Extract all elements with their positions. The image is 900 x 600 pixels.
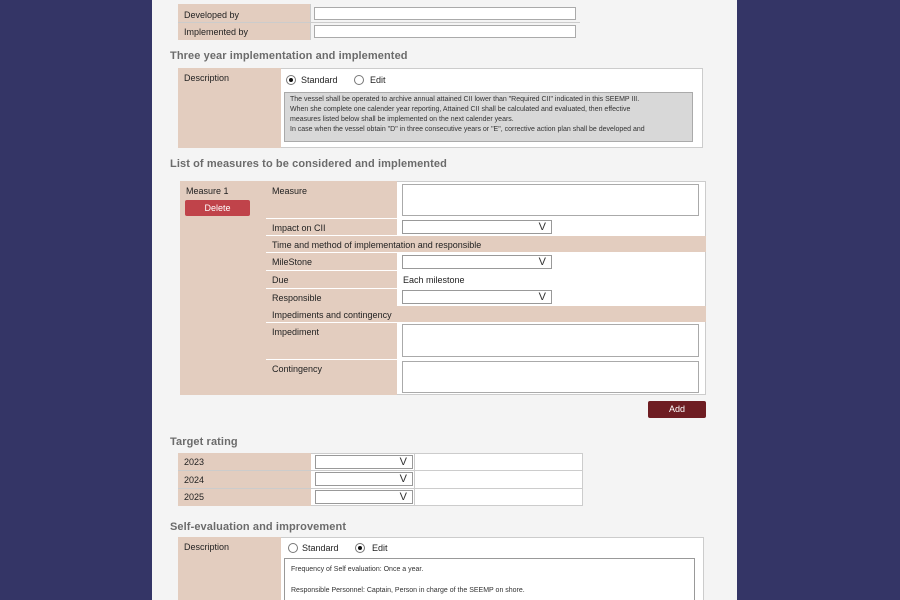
developed-by-input[interactable] [314, 7, 576, 20]
self-eval-title: Self-evaluation and improvement [170, 521, 347, 533]
responsible-label: Responsible [272, 293, 322, 303]
chevron-down-icon: V [399, 491, 407, 503]
divider [414, 453, 415, 506]
text-line: Frequency of Self evaluation: Once a year. [291, 566, 424, 573]
contingency-textarea[interactable] [402, 361, 699, 393]
rating-select-2025[interactable] [315, 490, 413, 504]
three-year-radio-edit[interactable] [354, 75, 364, 85]
three-year-radio-standard-label: Standard [301, 75, 338, 85]
target-rating-title: Target rating [170, 436, 238, 448]
measures-title: List of measures to be considered and implemented [170, 158, 447, 170]
three-year-radio-standard[interactable] [286, 75, 296, 85]
due-label: Due [272, 275, 289, 285]
milestone-select[interactable] [402, 255, 552, 269]
milestone-label: MileStone [272, 257, 313, 267]
text-line: In case when the vessel obtain "D" in three consecutive years or "E", corrective action plan shall be developed and [290, 126, 645, 133]
three-year-description-text [284, 92, 693, 142]
three-year-title: Three year implementation and implemented [170, 50, 408, 62]
chevron-down-icon: V [538, 256, 546, 268]
responsible-select[interactable] [402, 290, 552, 304]
text-line: Responsible Personnel: Captain, Person in charge of the SEEMP on shore. [291, 587, 525, 594]
self-eval-description-label: Description [184, 542, 230, 552]
measure-1-label: Measure 1 [186, 186, 229, 196]
divider [178, 470, 583, 471]
impediment-textarea[interactable] [402, 324, 699, 357]
self-eval-radio-edit[interactable] [355, 543, 365, 553]
chevron-down-icon: V [538, 291, 546, 303]
text-line: The vessel shall be operated to archive annual attained CII lower than "Required CII" indicated in this SEEMP III. [290, 96, 640, 103]
rating-select-2024[interactable] [315, 472, 413, 486]
measure-textarea[interactable] [402, 184, 699, 216]
developed-by-label: Developed by [184, 10, 240, 20]
chevron-down-icon: V [399, 473, 407, 485]
due-value: Each milestone [403, 275, 465, 285]
text-line: When she complete one calender year reporting, Attained CII shall be calculated and evaluated, then effective [290, 106, 631, 113]
self-eval-textarea[interactable] [284, 558, 695, 600]
impact-select[interactable] [402, 220, 552, 234]
contingency-label: Contingency [272, 364, 323, 374]
self-eval-radio-standard-label: Standard [302, 543, 339, 553]
rating-select-2023[interactable] [315, 455, 413, 469]
form-page [152, 0, 737, 600]
impediments-label: Impediments and contingency [272, 310, 392, 320]
chevron-down-icon: V [538, 221, 546, 233]
self-eval-radio-edit-label: Edit [372, 543, 388, 553]
three-year-radio-edit-label: Edit [370, 75, 386, 85]
year-2024-label: 2024 [184, 475, 205, 485]
delete-button[interactable]: Delete [185, 200, 250, 216]
divider [178, 22, 580, 23]
implemented-by-input[interactable] [314, 25, 576, 38]
year-2025-label: 2025 [184, 492, 205, 502]
measure-field-label: Measure [272, 186, 308, 196]
divider [178, 488, 583, 489]
add-measure-button[interactable]: Add [648, 401, 706, 418]
time-method-label: Time and method of implementation and responsible [272, 240, 482, 250]
chevron-down-icon: V [399, 456, 407, 468]
text-line: measures listed below shall be implemented on the next calender years. [290, 116, 514, 123]
implemented-by-label: Implemented by [184, 27, 249, 37]
self-eval-radio-standard[interactable] [288, 543, 298, 553]
impact-label: Impact on CII [272, 223, 326, 233]
three-year-description-label: Description [184, 73, 230, 83]
impediment-label: Impediment [272, 327, 320, 337]
year-2023-label: 2023 [184, 457, 205, 467]
